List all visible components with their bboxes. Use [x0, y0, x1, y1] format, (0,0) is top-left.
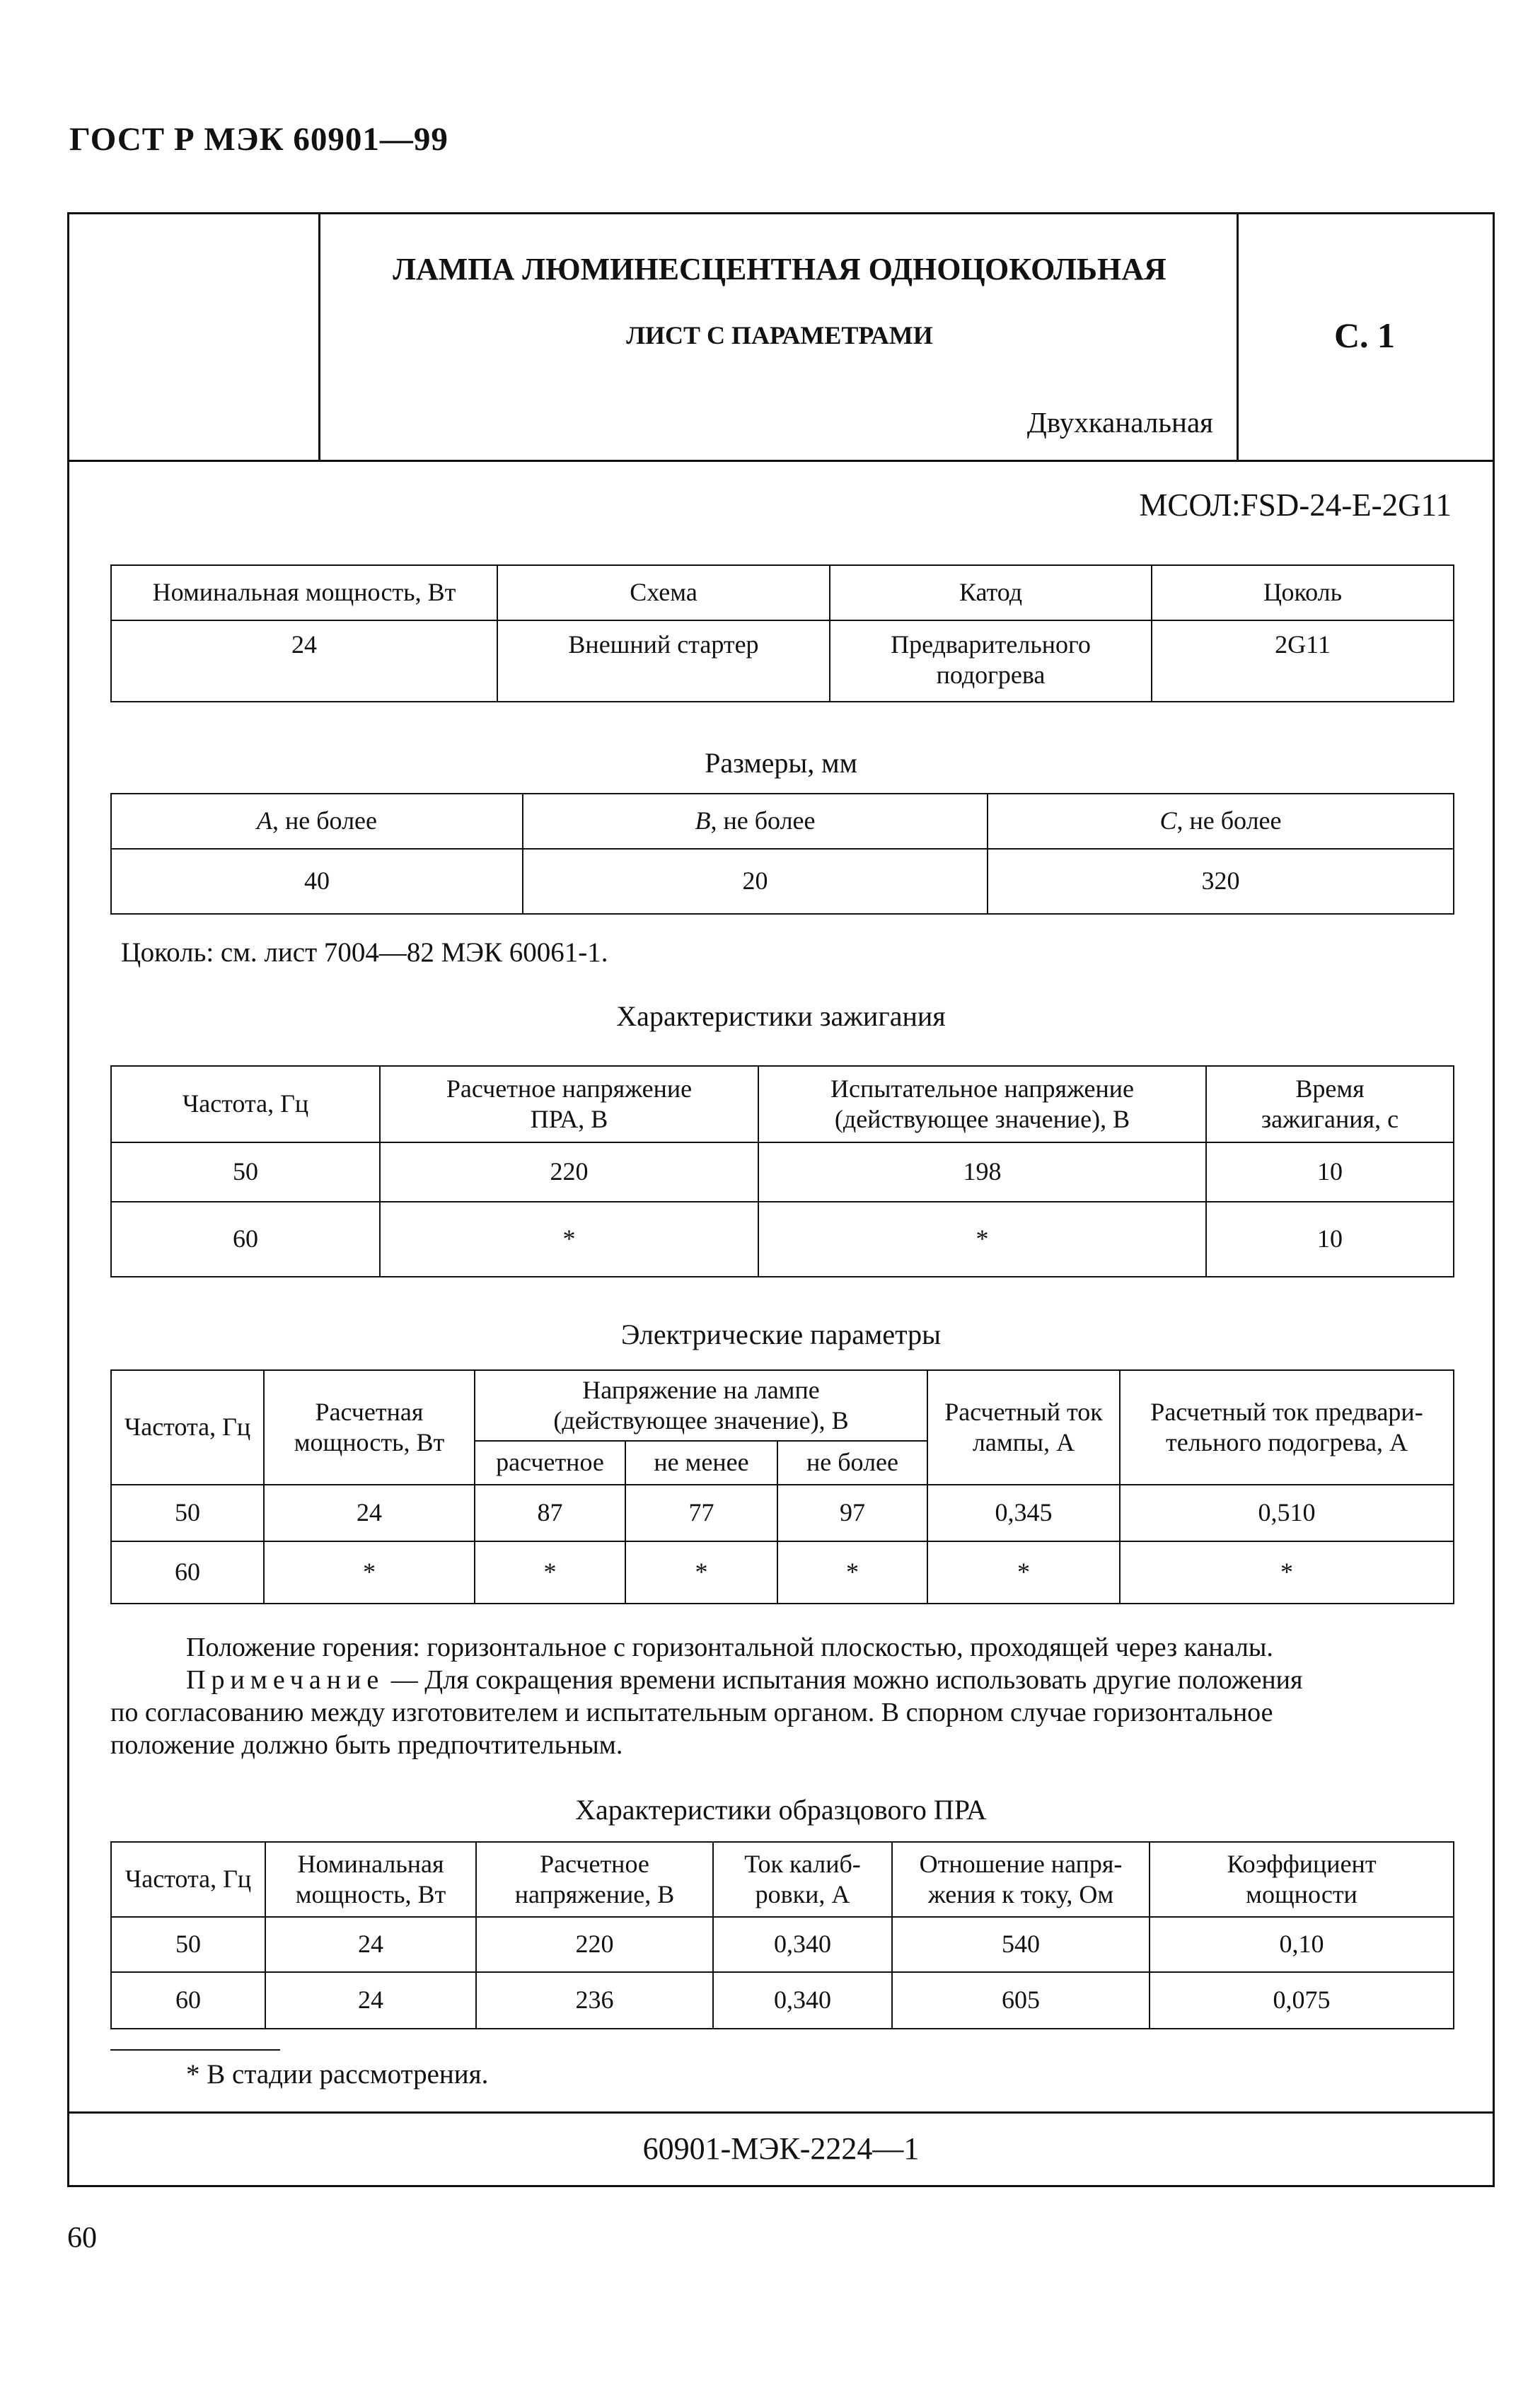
header-base: Цоколь [1152, 565, 1454, 620]
dimensions-table [110, 793, 1454, 915]
header-nominal-power: Номинальная мощность, Вт [111, 565, 497, 620]
ignition-table [110, 1065, 1454, 1277]
note-line-3: положение должно быть предпочтительным. [110, 1730, 623, 1760]
bal-row-1-impedance: 540 [892, 1917, 1150, 1972]
el-row-2-preheat-current: * [1120, 1541, 1454, 1604]
electrical-caption: Электрические параметры [621, 1319, 941, 1350]
header-dim-b [523, 794, 988, 849]
header-dim-a [111, 794, 523, 849]
note-label: Примечание [186, 1665, 385, 1695]
header-el-preheat-current: Расчетный ток предвари-тельного подогрева, А [1120, 1370, 1454, 1485]
el-row-2-lamp-current: * [927, 1541, 1120, 1604]
header-ign-test-voltage: Испытательное напряжение (действующее значение), В [758, 1066, 1206, 1142]
ign-row-2-ballast-voltage: * [380, 1202, 758, 1277]
electrical-table [110, 1369, 1454, 1604]
cell-nominal-power: 24 [111, 620, 497, 702]
ign-row-1-test-voltage: 198 [758, 1142, 1206, 1202]
bal-row-2-frequency: 60 [111, 1972, 265, 2029]
bal-row-1-power-factor: 0,10 [1150, 1917, 1454, 1972]
ign-row-1-ballast-voltage: 220 [380, 1142, 758, 1202]
bal-row-2-voltage: 236 [476, 1972, 713, 2029]
el-row-1-preheat-current: 0,510 [1120, 1485, 1454, 1541]
page-number: 60 [67, 2222, 97, 2254]
header-bal-frequency: Частота, Гц [111, 1842, 265, 1917]
ign-row-1-frequency: 50 [111, 1142, 380, 1202]
bal-row-2-calibration-current: 0,340 [713, 1972, 892, 2029]
sheet-number: С. 1 [1333, 315, 1396, 355]
bal-row-1-voltage: 220 [476, 1917, 713, 1972]
header-ign-ballast-voltage: Расчетное напряжение ПРА, В [380, 1066, 758, 1142]
el-row-1-voltage-max: 97 [777, 1485, 927, 1541]
header-el-frequency: Частота, Гц [111, 1370, 264, 1485]
dim-b-suffix: , не более [710, 806, 816, 835]
cell-dim-a: 40 [111, 849, 523, 914]
cell-dim-b: 20 [523, 849, 988, 914]
cell-base: 2G11 [1152, 620, 1454, 702]
bal-row-2-power-factor: 0,075 [1150, 1972, 1454, 2029]
cell-scheme: Внешний стартер [497, 620, 830, 702]
el-row-2-voltage-min: * [625, 1541, 777, 1604]
el-row-2-voltage-calc: * [475, 1541, 625, 1604]
main-parameters-table [110, 564, 1454, 702]
header-ign-frequency: Частота, Гц [111, 1066, 380, 1142]
header-scheme: Схема [497, 565, 830, 620]
sheet-title: ЛАМПА ЛЮМИНЕСЦЕНТНАЯ ОДНОЦОКОЛЬНАЯ [393, 252, 1166, 286]
el-row-2-power: * [264, 1541, 475, 1604]
lamp-variant: Двухканальная [1026, 406, 1213, 439]
sheet-header [69, 214, 1493, 462]
ign-row-1-time: 10 [1206, 1142, 1454, 1202]
header-bal-power: Номинальная мощность, Вт [265, 1842, 476, 1917]
note-text-1: — Для сокращения времени испытания можно использовать другие положения [384, 1665, 1303, 1695]
el-row-2-voltage-max: * [777, 1541, 927, 1604]
footnote: * В стадии рассмотрения. [186, 2059, 489, 2090]
header-el-lamp-current: Расчетный ток лампы, А [927, 1370, 1120, 1485]
sheet-footer-code: 60901-МЭК-2224—1 [69, 2111, 1493, 2185]
el-row-1-voltage-calc: 87 [475, 1485, 625, 1541]
standard-code: ГОСТ Р МЭК 60901—99 [69, 121, 448, 158]
dimensions-caption: Размеры, мм [705, 747, 857, 779]
dim-c-suffix: , не более [1176, 806, 1282, 835]
header-bal-calibration-current: Ток калиб-ровки, А [713, 1842, 892, 1917]
note-line-2: по согласованию между изготовителем и испытательным органом. В спорном случае горизонтальное [110, 1698, 1273, 1727]
header-el-voltage-min: не менее [625, 1441, 777, 1485]
header-el-voltage-group: Напряжение на лампе (действующее значение), В [475, 1370, 927, 1441]
header-blank-cell [69, 214, 320, 460]
dim-c-letter: C [1159, 806, 1177, 835]
bal-row-1-frequency: 50 [111, 1917, 265, 1972]
header-el-voltage-calc: расчетное [475, 1441, 625, 1485]
header-bal-impedance: Отношение напря-жения к току, Ом [892, 1842, 1150, 1917]
bal-row-1-power: 24 [265, 1917, 476, 1972]
header-bal-voltage: Расчетное напряжение, В [476, 1842, 713, 1917]
header-el-power: Расчетная мощность, Вт [264, 1370, 475, 1485]
header-cathode: Катод [830, 565, 1152, 620]
burning-position: Положение горения: горизонтальное с горизонтальной плоскостью, проходящей через каналы. [186, 1633, 1273, 1662]
ballast-table [110, 1841, 1454, 2029]
cell-cathode: Предварительного подогрева [830, 620, 1152, 702]
el-row-1-voltage-min: 77 [625, 1485, 777, 1541]
header-dim-c [988, 794, 1454, 849]
el-row-1-power: 24 [264, 1485, 475, 1541]
bal-row-2-power: 24 [265, 1972, 476, 2029]
sheet-frame [67, 212, 1495, 2187]
header-el-voltage-max: не более [777, 1441, 927, 1485]
bal-row-1-calibration-current: 0,340 [713, 1917, 892, 1972]
dim-b-letter: B [695, 806, 711, 835]
el-row-1-frequency: 50 [111, 1485, 264, 1541]
header-bal-power-factor: Коэффициент мощности [1150, 1842, 1454, 1917]
note-line-1 [186, 1663, 1302, 1697]
ign-row-2-time: 10 [1206, 1202, 1454, 1277]
ign-row-2-frequency: 60 [111, 1202, 380, 1277]
footnote-separator [110, 2049, 280, 2051]
base-note: Цоколь: см. лист 7004—82 МЭК 60061-1. [121, 937, 608, 968]
ignition-caption: Характеристики зажигания [616, 1000, 946, 1032]
el-row-2-frequency: 60 [111, 1541, 264, 1604]
sheet-subtitle: ЛИСТ С ПАРАМЕТРАМИ [626, 321, 933, 349]
dim-a-suffix: , не более [272, 806, 377, 835]
dim-a-letter: A [256, 806, 272, 835]
cell-dim-c: 320 [988, 849, 1454, 914]
lamp-designation: МСОЛ:FSD-24-E-2G11 [1139, 487, 1452, 523]
header-ign-time: Время зажигания, с [1206, 1066, 1454, 1142]
el-row-1-lamp-current: 0,345 [927, 1485, 1120, 1541]
ign-row-2-test-voltage: * [758, 1202, 1206, 1277]
ballast-caption: Характеристики образцового ПРА [575, 1794, 987, 1826]
bal-row-2-impedance: 605 [892, 1972, 1150, 2029]
